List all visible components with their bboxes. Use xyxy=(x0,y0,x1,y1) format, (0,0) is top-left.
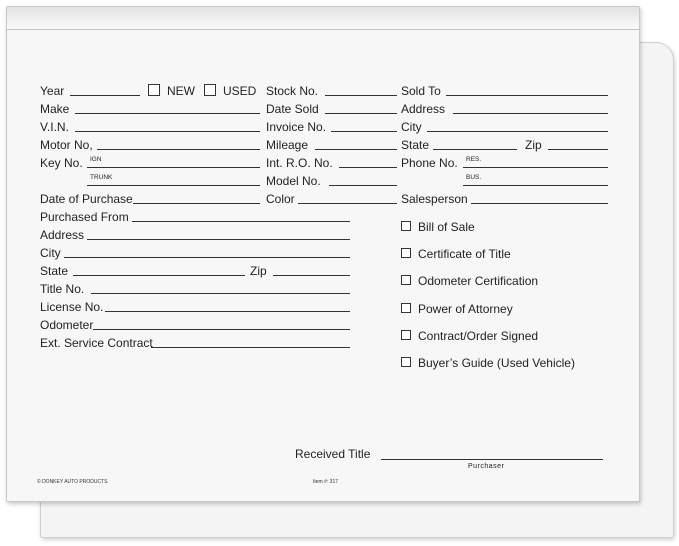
checkbox-odometer-certification[interactable] xyxy=(401,275,411,285)
ign-label: IGN xyxy=(90,156,102,163)
sold-to-zip-label: Zip xyxy=(525,138,542,152)
key-no-label: Key No. xyxy=(40,156,83,170)
sold-to-zip-field[interactable] xyxy=(548,149,608,150)
salesperson-label: Salesperson xyxy=(401,192,468,206)
row-motor xyxy=(7,137,639,153)
address-label: Address xyxy=(40,228,85,242)
row-city xyxy=(7,245,367,261)
int-ro-no-field[interactable] xyxy=(339,167,397,168)
year-field[interactable] xyxy=(70,95,140,96)
checklist-label: Bill of Sale xyxy=(418,220,475,234)
make-field[interactable] xyxy=(75,113,260,114)
date-sold-field[interactable] xyxy=(325,113,397,114)
date-of-purchase-label: Date of Purchase xyxy=(40,192,133,206)
ext-service-contract-label: Ext. Service Contract xyxy=(40,336,153,350)
checkbox-buyers-guide[interactable] xyxy=(401,357,411,367)
purchased-from-field[interactable] xyxy=(132,221,350,222)
row-state xyxy=(7,263,367,279)
mileage-label: Mileage xyxy=(266,138,309,152)
row-key xyxy=(7,155,639,171)
row-ext-service-contract xyxy=(7,335,367,351)
sold-to-field[interactable] xyxy=(446,95,608,96)
row-year xyxy=(7,83,639,99)
row-license-no xyxy=(7,299,367,315)
state-label: State xyxy=(40,264,69,278)
checklist-label: Odometer Certification xyxy=(418,274,539,288)
checkbox-power-of-attorney[interactable] xyxy=(401,303,411,313)
title-no-field[interactable] xyxy=(91,293,350,294)
odometer-label: Odometer xyxy=(40,318,94,332)
brand-footer: © DONKEY AUTO PRODUCTS xyxy=(37,479,108,485)
phone-res-field[interactable] xyxy=(463,167,608,168)
new-label: NEW xyxy=(167,84,195,98)
odometer-field[interactable] xyxy=(93,329,350,330)
checkbox-contract-order-signed[interactable] xyxy=(401,330,411,340)
row-odometer xyxy=(7,317,367,333)
model-no-label: Model No. xyxy=(266,174,321,188)
zip-field[interactable] xyxy=(273,275,350,276)
make-label: Make xyxy=(40,102,70,116)
used-checkbox[interactable] xyxy=(204,84,216,96)
sold-to-address-label: Address xyxy=(401,102,446,116)
stock-no-label: Stock No. xyxy=(266,84,319,98)
phone-bus-field[interactable] xyxy=(463,185,608,186)
purchaser-label: Purchaser xyxy=(468,463,505,470)
phone-no-label: Phone No. xyxy=(401,156,458,170)
int-ro-no-label: Int. R.O. No. xyxy=(266,156,333,170)
date-sold-label: Date Sold xyxy=(266,102,319,116)
ext-service-contract-field[interactable] xyxy=(151,347,350,348)
trunk-key-field[interactable] xyxy=(87,185,260,186)
vin-label: V.I.N. xyxy=(40,120,69,134)
model-no-field[interactable] xyxy=(329,185,397,186)
ign-key-field[interactable] xyxy=(87,167,260,168)
state-field[interactable] xyxy=(73,275,245,276)
checklist-label: Power of Attorney xyxy=(418,302,513,316)
checkbox-certificate-of-title[interactable] xyxy=(401,248,411,258)
used-label: USED xyxy=(223,84,257,98)
invoice-no-field[interactable] xyxy=(331,131,397,132)
stock-no-field[interactable] xyxy=(325,95,397,96)
row-title-no xyxy=(7,281,367,297)
invoice-no-label: Invoice No. xyxy=(266,120,327,134)
color-field[interactable] xyxy=(298,203,397,204)
bus-label: BUS. xyxy=(466,174,482,181)
sold-to-state-label: State xyxy=(401,138,430,152)
row-vin xyxy=(7,119,639,135)
city-label: City xyxy=(40,246,61,260)
sold-to-address-field[interactable] xyxy=(453,113,608,114)
checkbox-bill-of-sale[interactable] xyxy=(401,221,411,231)
received-title-section xyxy=(295,447,615,479)
title-no-label: Title No. xyxy=(40,282,85,296)
year-label: Year xyxy=(40,84,65,98)
row-make xyxy=(7,101,639,117)
purchased-from-label: Purchased From xyxy=(40,210,129,224)
row-model xyxy=(7,173,639,189)
received-title-field[interactable] xyxy=(381,459,603,460)
mileage-field[interactable] xyxy=(315,149,397,150)
color-label: Color xyxy=(266,192,295,206)
row-date-of-purchase xyxy=(7,191,639,207)
checklist-label: Certificate of Title xyxy=(418,247,511,261)
salesperson-field[interactable] xyxy=(471,203,608,204)
license-no-field[interactable] xyxy=(105,311,350,312)
sold-to-city-label: City xyxy=(401,120,422,134)
row-purchased-from xyxy=(7,209,367,225)
vin-field[interactable] xyxy=(75,131,260,132)
res-label: RES. xyxy=(466,156,482,163)
received-title-label: Received Title xyxy=(295,447,371,461)
motor-no-field[interactable] xyxy=(97,149,260,150)
address-field[interactable] xyxy=(87,239,350,240)
new-checkbox[interactable] xyxy=(148,84,160,96)
zip-label: Zip xyxy=(250,264,267,278)
date-of-purchase-field[interactable] xyxy=(133,203,260,204)
license-no-label: License No. xyxy=(40,300,104,314)
sold-to-state-field[interactable] xyxy=(433,149,517,150)
sold-to-label: Sold To xyxy=(401,84,441,98)
motor-no-label: Motor No, xyxy=(40,138,93,152)
checklist-label: Contract/Order Signed xyxy=(418,329,539,343)
sold-to-city-field[interactable] xyxy=(427,131,608,132)
top-fold-band xyxy=(7,7,639,30)
item-number: Item #: 317 xyxy=(313,479,339,485)
deal-jacket-form xyxy=(6,6,640,502)
city-field[interactable] xyxy=(64,257,350,258)
trunk-label: TRUNK xyxy=(90,174,113,181)
row-address xyxy=(7,227,367,243)
checklist-label: Buyer’s Guide (Used Vehicle) xyxy=(418,356,575,370)
